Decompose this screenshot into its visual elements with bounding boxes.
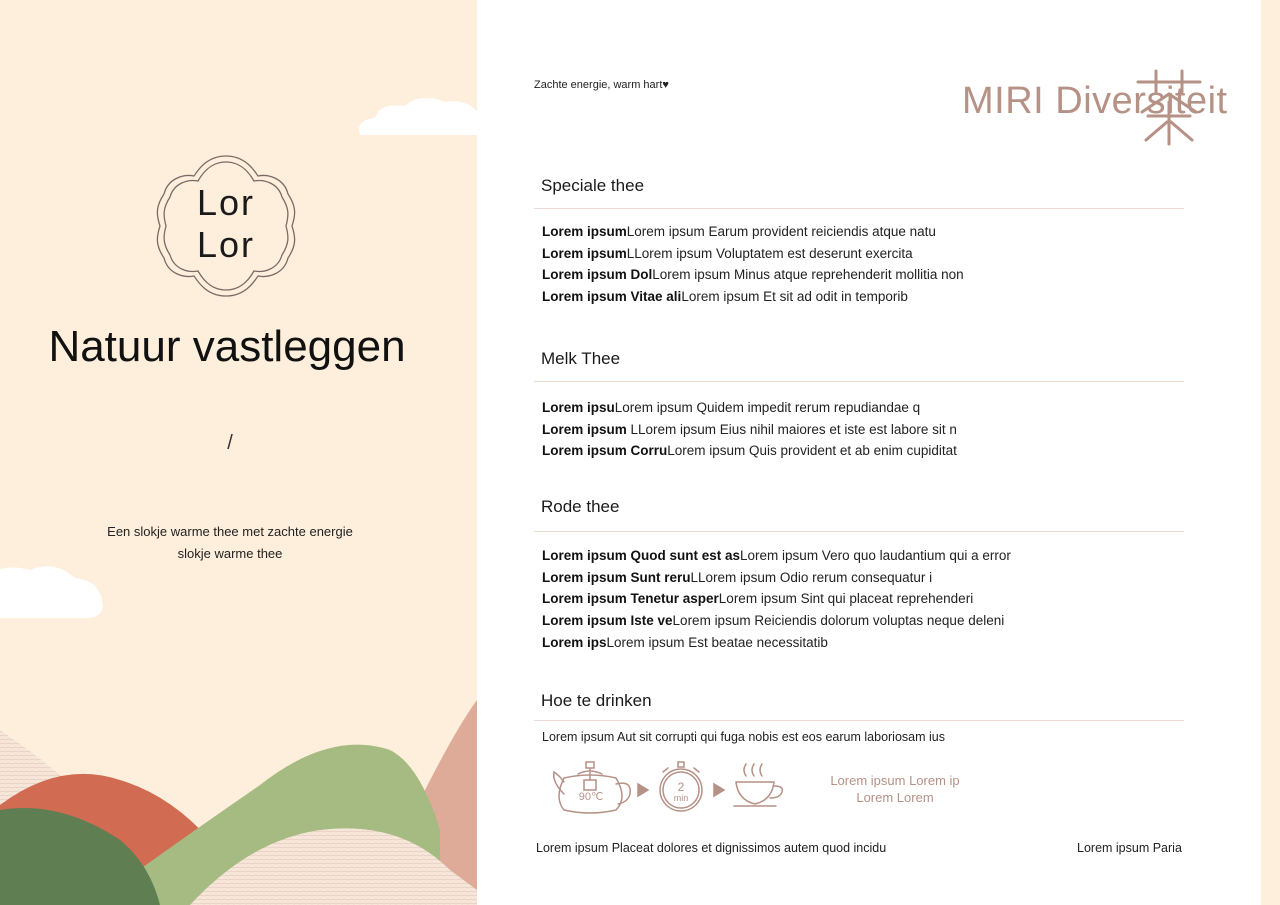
divider-slash: / (227, 432, 233, 454)
caption-line-1: Lorem ipsum Lorem ip (830, 773, 960, 788)
badge-line-1: Lor (196, 182, 256, 223)
section-list-speciale-thee (542, 221, 964, 308)
subtitle-line-2: slokje warme thee (177, 546, 283, 561)
section-list-rode-thee (542, 545, 1011, 654)
list-item: Lorem ipsLorem ipsum Est beatae necessitatib (542, 634, 828, 650)
list-item: Lorem ipsum CorruLorem ipsum Quis provident et ab enim cupiditat (542, 443, 957, 459)
heart-icon: ♥ (662, 79, 669, 91)
section-divider (534, 720, 1184, 721)
list-item: Lorem ipsumLorem ipsum Earum provident reiciendis atque natu (542, 224, 936, 239)
footer-right-text: Lorem ipsum Paria (1077, 841, 1182, 855)
timer-unit: min (673, 793, 689, 803)
section-divider (534, 381, 1184, 382)
section-list-melk-thee (542, 397, 957, 462)
caption-line-2: Lorem Lorem (856, 790, 934, 805)
mountain-illustration (0, 690, 477, 905)
temperature-label: 90℃ (578, 791, 604, 803)
section-title-melk-thee: Melk Thee (541, 349, 621, 368)
section-divider (534, 531, 1184, 532)
list-item: Lorem ipsuLorem ipsum Quidem impedit rerum repudiandae q (542, 400, 921, 415)
badge-line-2: Lor (196, 224, 256, 265)
list-item: Lorem ipsumLLorem ipsum Voluptatem est deserunt exercita (542, 245, 913, 261)
cover-subtitle (0, 521, 460, 565)
cloud-left (0, 560, 110, 620)
section-divider (534, 208, 1184, 209)
teapot-icon (554, 762, 631, 813)
arrow-icon (714, 784, 724, 796)
cover-panel (0, 0, 477, 905)
list-item: Lorem ipsum Vitae aliLorem ipsum Et sit ad odit in temporib (542, 289, 908, 305)
cloud-top-right (350, 90, 477, 140)
subtitle-line-1: Een slokje warme thee met zachte energie (107, 524, 353, 539)
list-item: Lorem ipsum Quod sunt est asLorem ipsum Vero quo laudantium qui a error (542, 548, 1011, 563)
tagline (534, 79, 669, 91)
timer-value: 2 (677, 780, 685, 794)
brewing-steps (550, 758, 790, 818)
arrow-icon (638, 784, 648, 796)
section-title-rode-thee: Rode thee (541, 497, 620, 516)
section-title-speciale-thee: Speciale thee (541, 176, 645, 195)
brewing-caption (800, 772, 990, 806)
tea-character-icon (1134, 68, 1204, 146)
tagline-text: Zachte energie, warm hart (534, 79, 663, 91)
brand-name: MIRI Diversiteit (962, 80, 1228, 122)
list-item: Lorem ipsum DolLorem ipsum Minus atque reprehenderit mollitia non (542, 267, 964, 283)
right-edge-strip (1261, 0, 1280, 905)
drink-instructions: Lorem ipsum Aut sit corrupti qui fuga nobis est eos earum laboriosam ius (542, 730, 945, 744)
cover-title: Natuur vastleggen (48, 322, 406, 371)
list-item: Lorem ipsum Iste veLorem ipsum Reiciendis dolorum voluptas neque deleni (542, 613, 1005, 629)
badge-text (150, 182, 302, 266)
list-item: Lorem ipsum Tenetur asperLorem ipsum Sint qui placeat reprehenderi (542, 591, 974, 607)
tea-cup-icon (734, 764, 782, 806)
list-item: Lorem ipsum Sunt reruLLorem ipsum Odio rerum consequatur i (542, 569, 933, 585)
section-title-hoe-te-drinken: Hoe te drinken (541, 691, 652, 710)
footer-left-text: Lorem ipsum Placeat dolores et dignissimos autem quod incidu (536, 841, 887, 855)
list-item: Lorem ipsum LLorem ipsum Eius nihil maiores et iste est labore sit n (542, 421, 957, 437)
